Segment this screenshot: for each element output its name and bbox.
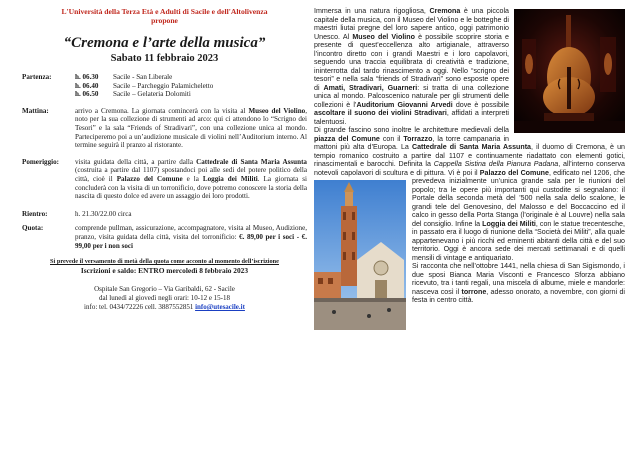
page-title: “Cremona e l’arte della musica”	[63, 35, 266, 51]
email-link[interactable]: info@utesacile.it	[195, 303, 245, 312]
deposit-note: Si prevede il versamento di metà della quota come acconto al momento dell’iscrizione	[50, 258, 279, 266]
event-date: Sabato 11 febbraio 2023	[110, 53, 219, 64]
quota-text: comprende pullman, assicurazione, accompagnatore, visita al Museo, Audizione, pranzo, visita guidata della città, visita del torronificio: €. 89,00 per i soci - €. 99,00 per i non soci	[75, 224, 307, 250]
quota-section	[22, 224, 307, 250]
rientro-value: h. 21.30/22.00 circa	[75, 209, 132, 218]
mattina-label: Mattina:	[22, 106, 49, 115]
pomeriggio-text: visita guidata della città, a partire dalla Cattedrale di Santa Maria Assunta (costruita a partire dal 1107) spostandoci poi alle sedi del potere politico della città, cioè il Palazzo del Comune e la Loggia dei Militi. La giornata si concluderà con la visita di un torronificio, dove potremo conoscere la storia della nascita di questo dolce ed avere un assaggio dei loro prodotti.	[75, 157, 307, 201]
organizer-propone: propone	[151, 16, 178, 25]
paragraph-torrone: Si racconta che nell’ottobre 1441, nella chiesa di San Sigismondo, i due sposi Bianca Maria Visconti e Francesco Sforza abbiano ricevuto, tra i tanti regali, una miscela di albume, miele e mandorle: nasceva così il torrone, adesso onorato, a novembre, con giorni di festa in centro città.	[412, 262, 625, 304]
torrazzo-photo	[314, 180, 406, 330]
paragraph-architecture: Di grande fascino sono inoltre le architetture medievali della piazza del Comune con il Torrazzo, la torre campanaria in mattoni più alta d’Europa. La Cattedrale di Santa Maria Assunta, il duomo di Cremona, è un tempio romanico costruito a partire dal 1107 e continuamente riadattato con elementi gotici, rinascimentali e barocchi. Definita la Cappella Sistina della Pianura Padana, all’interno conserva notevoli capolavori di scultura e di pittura. Vi è poi il Palazzo del Comune , edificato nel 1206, che prevedeva inizialmente un’unica grande sala per le riunioni del popolo; tra le opere più importanti qui custodite si segnalano: il Portale della seconda metà del ’500 nella sala dello scalone, le grandi tele del Genovesino, del Malosso e del Boccaccino ed il calco in gesso della Porta Stanga (l’originale è al Louvre) nella sala del consiglio. Infine la Loggia dei Militi, con le statue trecentesche, in passato era il luogo di riunione della “Società dei Militi”, alla quale appartenevano i più ricchi ed eminenti abitanti della città e del suo territorio. Oggi è ancora sede dei mercati settimanali e di quelli mensili di vintage e antiquariato.	[314, 126, 625, 262]
departure-row: h. 06.40 Sacile – Parcheggio Palamicheletto	[75, 81, 214, 90]
partenza-label: Partenza:	[22, 73, 52, 81]
partenza-section	[22, 73, 307, 99]
address: Ospitale San Gregorio – Via Garibaldi, 62 - Sacile	[94, 285, 235, 294]
pomeriggio-label: Pomeriggio:	[22, 157, 60, 166]
departure-row: h. 06.30 Sacile - San Liberale	[75, 73, 173, 81]
pomeriggio-section	[22, 158, 307, 201]
right-column	[314, 7, 625, 332]
paragraph-museum: Immersa in una natura rigogliosa, Cremona è una piccola capitale della musica, con il Museo del Violino e le botteghe di maestri liutai pregne del loro sapere antico, oggi patrimonio Unesco. Al Museo del Violino è possibile scoprire storia e presente di quest’eccellenza alto artigianale, attraverso l’incontro diretto con i grandi Maestri e i loro capolavori, seguendo una traccia equilibrata di creatività e tradizione, ininterrotta dal tardo rinascimento a oggi. Nello “scrigno dei tesori” e nella sala “friends of Stradivari” sono esposte opere di Amati, Stradivari, Guarneri: si tratta di una collezione unica al mondo. Palcoscenico naturale per gli strumenti delle collezioni è l’Auditorium Giovanni Arvedi dove è possibile ascoltare il suono dei violini Stradivari, affidati a interpreti talentuosi.	[314, 7, 625, 126]
rientro-section	[22, 210, 307, 219]
left-column	[22, 7, 307, 312]
departure-row: h. 06.50 Sacile – Gelateria Dolomiti	[75, 90, 191, 99]
rientro-label: Rientro:	[22, 209, 48, 218]
quota-label: Quota:	[22, 224, 44, 233]
mattina-section	[22, 107, 307, 150]
contact-info: info: tel. 0434/72226 cell. 3887552851 info@utesacile.it	[84, 303, 245, 312]
registration-deadline: Iscrizioni e saldo: ENTRO mercoledì 8 febbraio 2023	[80, 266, 249, 276]
organizer-line: L'Università della Terza Età e Adulti di Sacile e dell'Altolivenza	[61, 7, 268, 16]
office-hours: dal lunedì al giovedì negli orari: 10-12 e 15-18	[98, 294, 231, 303]
violin-museum-photo	[514, 9, 625, 133]
mattina-text: arrivo a Cremona. La giornata comincerà con la visita al Museo del Violino, noto per la sua collezione di strumenti ad arco: qui ci attendono lo “Scrigno dei Tesori” e la sala “Friends of Stradivari”, con una collezione unica al mondo. Parteciperemo poi a un’audizione musicale di violini nell’Auditorium interno. Al termine seguirà il pranzo al ristorante.	[75, 106, 307, 150]
